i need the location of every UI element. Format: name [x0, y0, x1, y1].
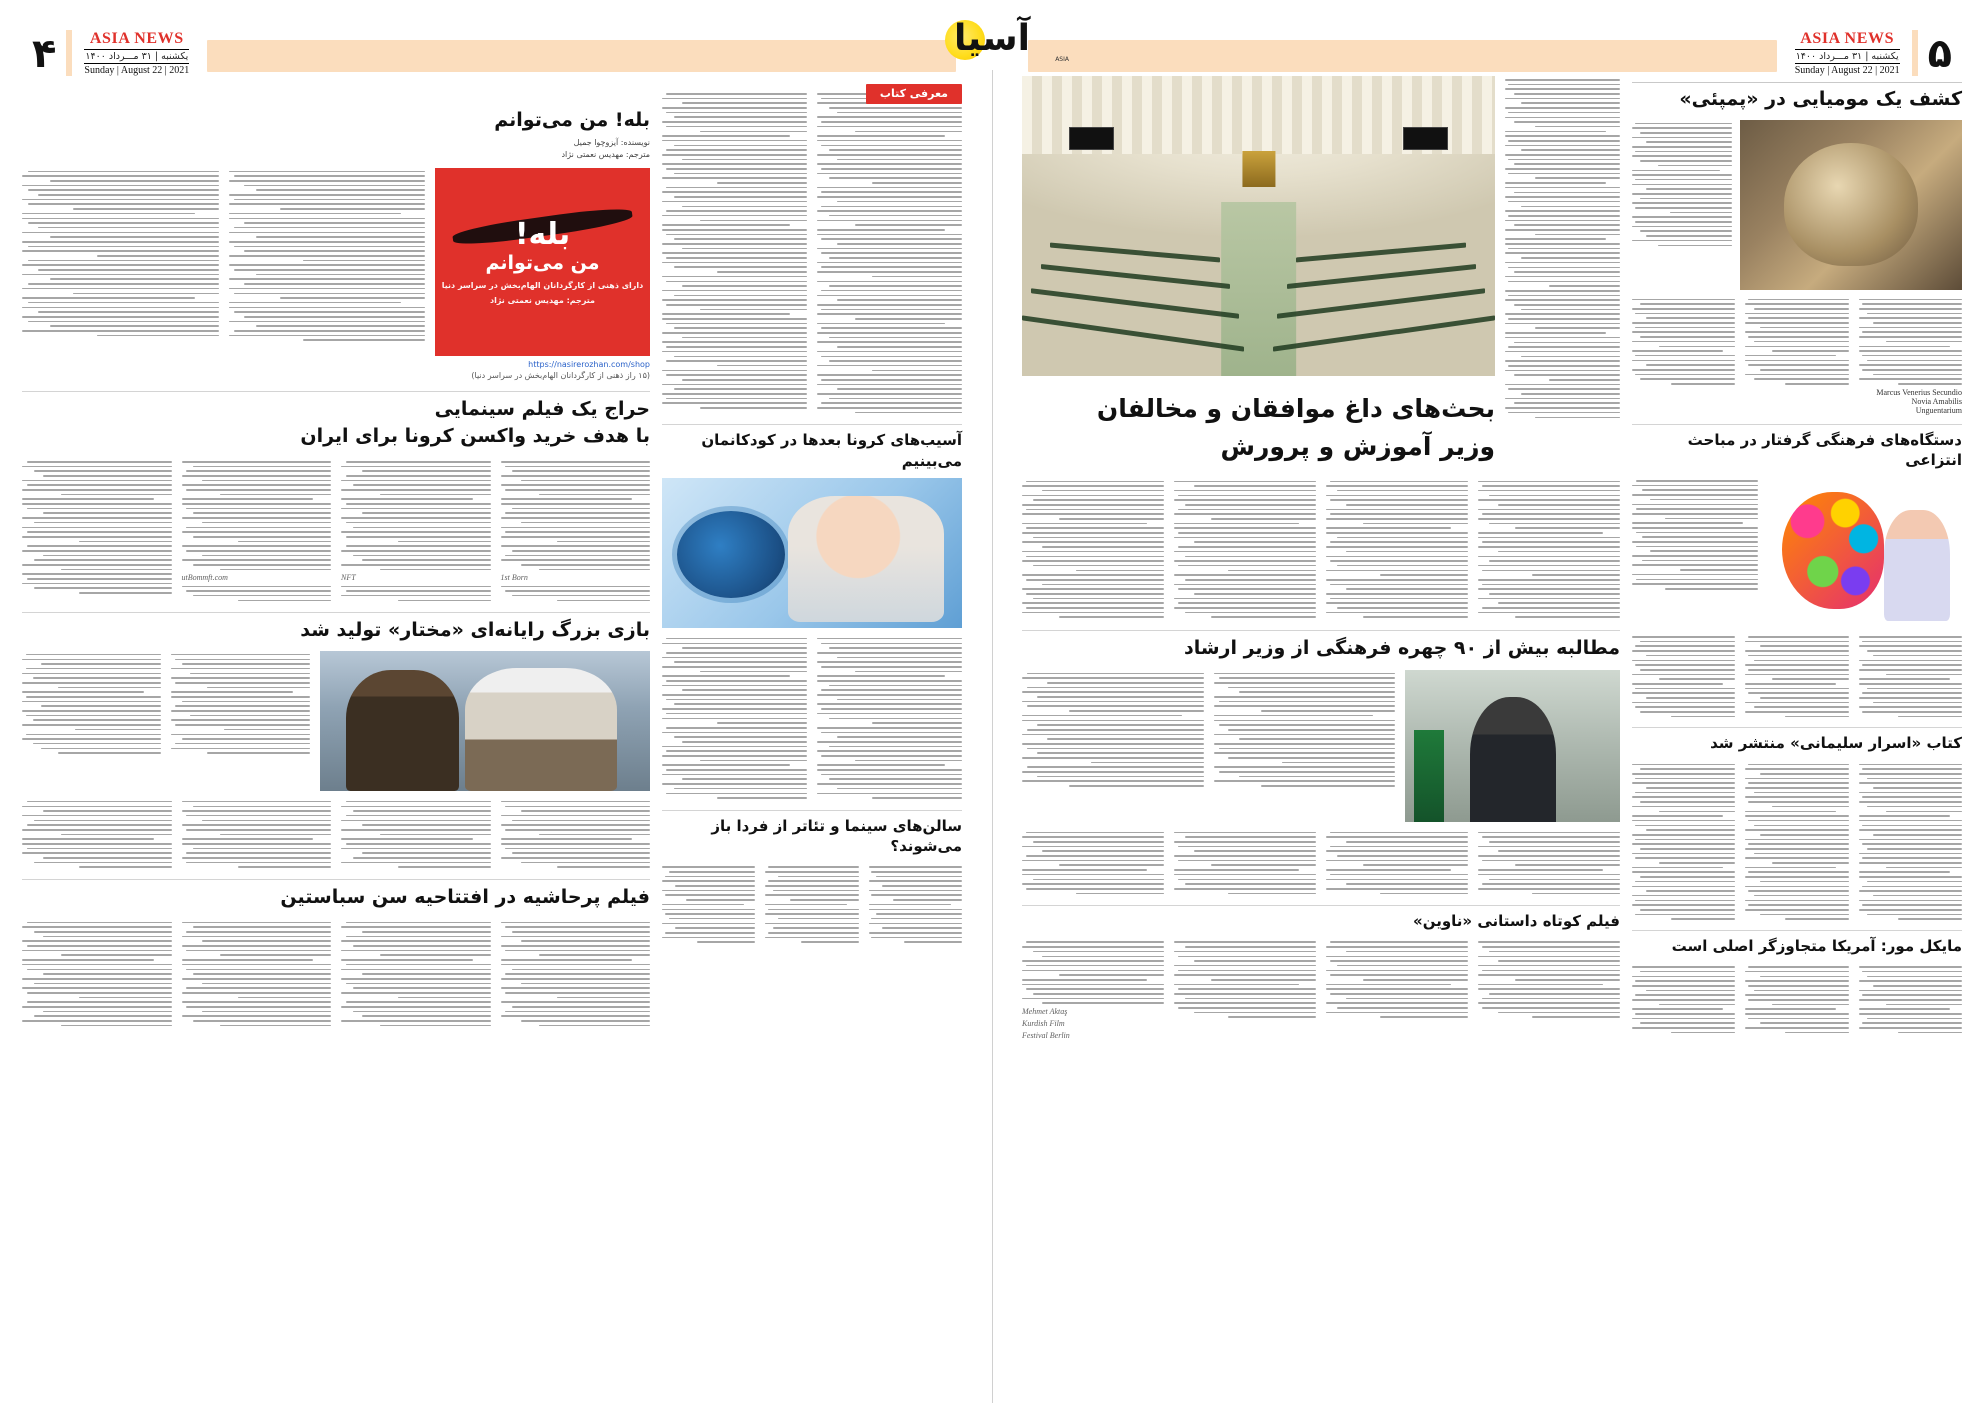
mokhtar-game-screenshot	[320, 651, 650, 791]
parliament-screen-left	[1069, 127, 1114, 150]
publication-name-en-right: ASIA NEWS	[89, 30, 184, 48]
halls-body-col-a	[869, 863, 962, 943]
feature-body-col-b	[1326, 478, 1468, 619]
parliament-seat-row	[1296, 243, 1466, 263]
parliament-seat-row	[1287, 264, 1476, 289]
parliament-seat-row	[1277, 288, 1485, 319]
parliament-seat-row	[1022, 315, 1244, 351]
corona-body-col-a	[817, 635, 962, 799]
feature-headline-line2: وزیر آموزش و پرورش	[1220, 431, 1495, 461]
publication-date-en: Sunday | August 22 | 2021	[1794, 65, 1900, 76]
rule	[662, 424, 962, 425]
auction-latin-term-2: NFT	[341, 573, 356, 583]
book-cover-credit: مترجم: مهدیس نعمتی نژاد	[489, 295, 596, 305]
soleimani-body-col-a	[1859, 761, 1962, 920]
headline-cinema-halls: سالن‌های سینما و تئاتر از فردا باز می‌شوند؟	[711, 816, 962, 856]
auction-latin-term-3: utBommft.com	[181, 573, 228, 583]
page-left	[992, 0, 1984, 1417]
parliament-seat-row	[1050, 243, 1220, 263]
mokhtar-body-col-f	[22, 798, 172, 868]
mummy-latin-term-3: Unguentarium	[1915, 405, 1962, 415]
headline-yes-i-can: بله! من می‌توانم	[494, 109, 650, 131]
soleimani-body-col-c	[1632, 761, 1735, 920]
mummy-body-col-a	[1632, 120, 1732, 290]
folio-rule-left	[1912, 30, 1918, 76]
navin-latin-term-1: Mehmet Aktaş	[1022, 1007, 1068, 1017]
parliament-seat-row	[1031, 288, 1239, 319]
mummy-body-col-c	[1745, 296, 1848, 385]
folio-left: ۵	[1927, 31, 1952, 77]
header-band-right	[207, 40, 956, 72]
book-cover-yes-i-can	[435, 168, 650, 356]
book-cover-title-line2: من می‌توانم	[485, 251, 600, 274]
headline-mummy: کشف یک مومیایی در «پمپئی»	[1679, 88, 1962, 110]
sebastian-body-col-c	[182, 919, 332, 1027]
headline-soleimani-book: کتاب «اسرار سلیمانی» منتشر شد	[1710, 734, 1962, 753]
moore-body-col-c	[1632, 963, 1735, 1033]
sebastian-body-col-d	[22, 919, 172, 1027]
mokhtar-body-col-d	[341, 798, 491, 868]
nameplate-left	[1783, 31, 1912, 76]
book-caption: (۱۵ راز ذهنی از کارگردانان الهام‌بخش در سراسر دنیا)	[471, 370, 650, 380]
section-tag-book-review[interactable]: معرفی کتاب	[866, 84, 962, 104]
publication-name-fa: آسیا	[954, 18, 1030, 59]
ershad-body-col-d	[1326, 829, 1468, 895]
auction-body-col-c	[182, 458, 332, 601]
soleimani-body-col-b	[1745, 761, 1848, 920]
rule	[22, 391, 650, 392]
mummy-body-col-d	[1632, 296, 1735, 385]
headline-navin: فیلم کوتاه داستانی «ناوین»	[1413, 912, 1620, 931]
iran-parliament-photo	[1022, 76, 1495, 376]
feature-body-col-d	[1022, 478, 1164, 619]
folio-right: ۴	[32, 31, 57, 77]
moore-body-col-b	[1745, 963, 1848, 1033]
headline-auction-line1: حراج یک فیلم سینمایی	[434, 397, 650, 420]
rule	[662, 810, 962, 811]
navin-latin-term-3: Festival Berlin	[1022, 1031, 1070, 1041]
publication-name-en: ASIA NEWS	[1800, 30, 1895, 48]
auction-body-col-d	[22, 458, 172, 601]
auction-latin-term-1: 1st Born	[500, 573, 528, 583]
page-gutter	[992, 70, 993, 1403]
book-cover-subtitle: دارای ذهنی از کارگردانان الهام‌بخش در سراسر دنیا	[441, 280, 644, 290]
feature-side-col	[1505, 76, 1620, 464]
rule	[22, 879, 650, 880]
folio-rule-right	[66, 30, 72, 76]
child-coronavirus-photo	[662, 478, 962, 628]
publication-date-fa: یکشنبه | ۳۱ مـــرداد ۱۴۰۰	[1795, 51, 1899, 62]
parliament-seat-row	[1273, 315, 1495, 351]
navin-body-col-a	[1478, 938, 1620, 1040]
halls-body-col-b	[765, 863, 858, 943]
brain-creativity-illustration	[1766, 477, 1962, 627]
rule	[1022, 630, 1620, 631]
cultural-body-col-a	[1632, 477, 1758, 627]
header-band-left	[1028, 40, 1777, 72]
mokhtar-body-col-a	[171, 651, 310, 791]
ershad-minister-photo	[1405, 670, 1620, 822]
publication-date-en-right: Sunday | August 22 | 2021	[84, 65, 190, 76]
navin-latin-term-2: Kurdish Film	[1022, 1019, 1065, 1029]
ershad-body-col-f	[1022, 829, 1164, 895]
lead-body-col-b	[662, 90, 807, 409]
feature-body-col-a	[1478, 478, 1620, 619]
parliament-podium	[1242, 151, 1275, 187]
headline-mokhtar-game: بازی بزرگ رایانه‌ای «مختار» تولید شد	[300, 619, 650, 642]
rule	[22, 612, 650, 613]
publication-date-fa-right: یکشنبه | ۳۱ مـــرداد ۱۴۰۰	[85, 51, 189, 62]
book-cover-title-line1: بله!	[514, 217, 571, 253]
book-body-col-b	[22, 168, 219, 356]
ershad-body-col-e	[1174, 829, 1316, 895]
rule	[1632, 82, 1962, 83]
parliament-screen-right	[1403, 127, 1448, 150]
cultural-body-col-d	[1632, 633, 1735, 717]
auction-body-col-a	[501, 458, 651, 601]
headline-ershad: مطالبه بیش از ۹۰ چهره فرهنگی از وزیر ارشاد	[1183, 637, 1620, 660]
navin-body-col-c	[1174, 938, 1316, 1040]
navin-body-col-d	[1022, 938, 1164, 1040]
book-body-col-a	[229, 168, 426, 356]
rule	[1632, 727, 1962, 728]
ershad-body-col-a	[1214, 670, 1396, 822]
parliament-seat-row	[1041, 264, 1230, 289]
byline-author-yes-i-can: نویسنده: آیزوچوا جمیل	[573, 137, 650, 147]
feature-headline-line1: بحث‌های داغ موافقان و مخالفان	[1096, 394, 1495, 423]
auction-body-col-b	[341, 458, 491, 601]
lead-body-col-a	[817, 90, 962, 413]
ershad-body-col-c	[1478, 829, 1620, 895]
mokhtar-body-col-c	[501, 798, 651, 868]
rule	[1632, 930, 1962, 931]
navin-body-col-b	[1326, 938, 1468, 1040]
mokhtar-body-col-e	[182, 798, 332, 868]
headline-cultural-institutions: دستگاه‌های فرهنگی گرفتار در مباحث انتزاعی	[1687, 430, 1962, 469]
headline-auction-line2: با هدف خرید واکسن کرونا برای ایران	[300, 425, 650, 448]
rule	[1632, 424, 1962, 425]
headline-sebastian-film: فیلم پرحاشیه در افتتاحیه سن سباستین	[280, 886, 650, 909]
cultural-body-col-c	[1745, 633, 1848, 717]
sebastian-body-col-b	[341, 919, 491, 1027]
byline-translator-yes-i-can: مترجم: مهدیس نعمتی نژاد	[561, 149, 650, 159]
moore-body-col-a	[1859, 963, 1962, 1033]
halls-body-col-c	[662, 863, 755, 943]
masthead-right	[22, 18, 962, 76]
book-shop-link[interactable]: https://nasirerozhan.com/shop	[528, 359, 650, 369]
publication-logo-subtext: ASIA	[1055, 56, 1069, 63]
nameplate-logo	[907, 16, 1077, 62]
mummy-photo	[1740, 120, 1962, 290]
cultural-body-col-b	[1859, 633, 1962, 717]
rule	[1022, 905, 1620, 906]
headline-michael-moore: مایکل مور: آمریکا متجاوزگر اصلی است	[1671, 936, 1962, 955]
nameplate-right	[72, 31, 201, 76]
mokhtar-body-col-b	[22, 651, 161, 791]
masthead-left	[1022, 18, 1962, 76]
mummy-latin-term-2: Novia Amabilis	[1911, 396, 1962, 406]
mummy-latin-term-1: Marcus Venerius Secundio	[1876, 387, 1962, 397]
ershad-body-col-b	[1022, 670, 1204, 822]
feature-body-col-c	[1174, 478, 1316, 619]
mummy-body-col-b	[1859, 296, 1962, 385]
book-cover-title	[435, 168, 650, 356]
corona-body-col-b	[662, 635, 807, 799]
sebastian-body-col-a	[501, 919, 651, 1027]
headline-corona-children: آسیب‌های کرونا بعدها در کودکانمان می‌بینیم	[701, 431, 962, 470]
